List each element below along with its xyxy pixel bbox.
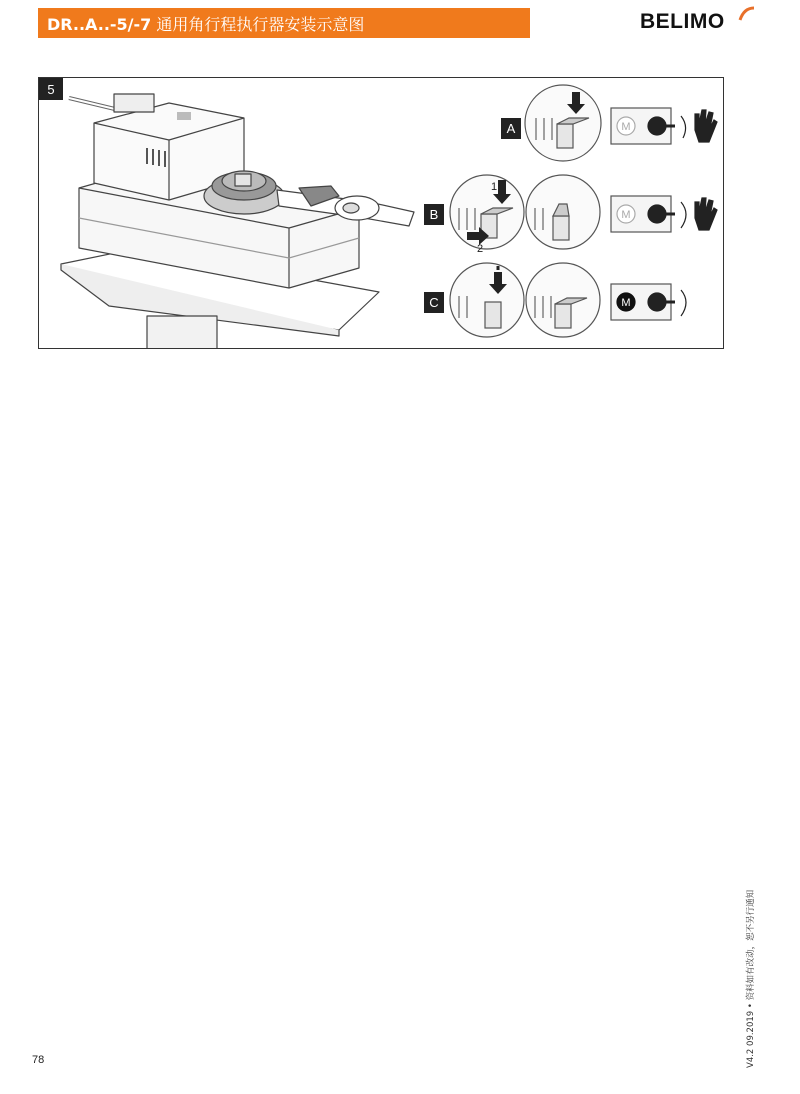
installation-figure bbox=[38, 77, 724, 349]
callout-1: 1 bbox=[491, 181, 498, 193]
mode-icon-b: M bbox=[621, 209, 631, 221]
step-number: 5 bbox=[39, 78, 63, 100]
logo-text: BELIMO bbox=[640, 10, 725, 33]
mode-icon-c: M bbox=[621, 297, 631, 309]
title-text: 通用角行程执行器安装示意图 bbox=[151, 14, 365, 34]
logo-swoosh-icon bbox=[738, 6, 756, 24]
callout-2: 2 bbox=[477, 243, 484, 255]
brand-logo bbox=[640, 6, 760, 38]
actuator-illustration bbox=[39, 78, 724, 349]
row-label-a: A bbox=[501, 118, 521, 139]
page-number: 78 bbox=[32, 1054, 45, 1066]
row-label-c: C bbox=[424, 292, 444, 313]
page-title bbox=[47, 12, 364, 35]
header-bar bbox=[38, 8, 530, 38]
row-label-b: B bbox=[424, 204, 444, 225]
version-note: V4.2 09.2019 • 资料如有改动，恕不另行通知 bbox=[746, 889, 756, 1068]
mode-icon-a: M bbox=[621, 121, 631, 133]
model-code: DR..A..-5/-7 bbox=[47, 14, 152, 34]
